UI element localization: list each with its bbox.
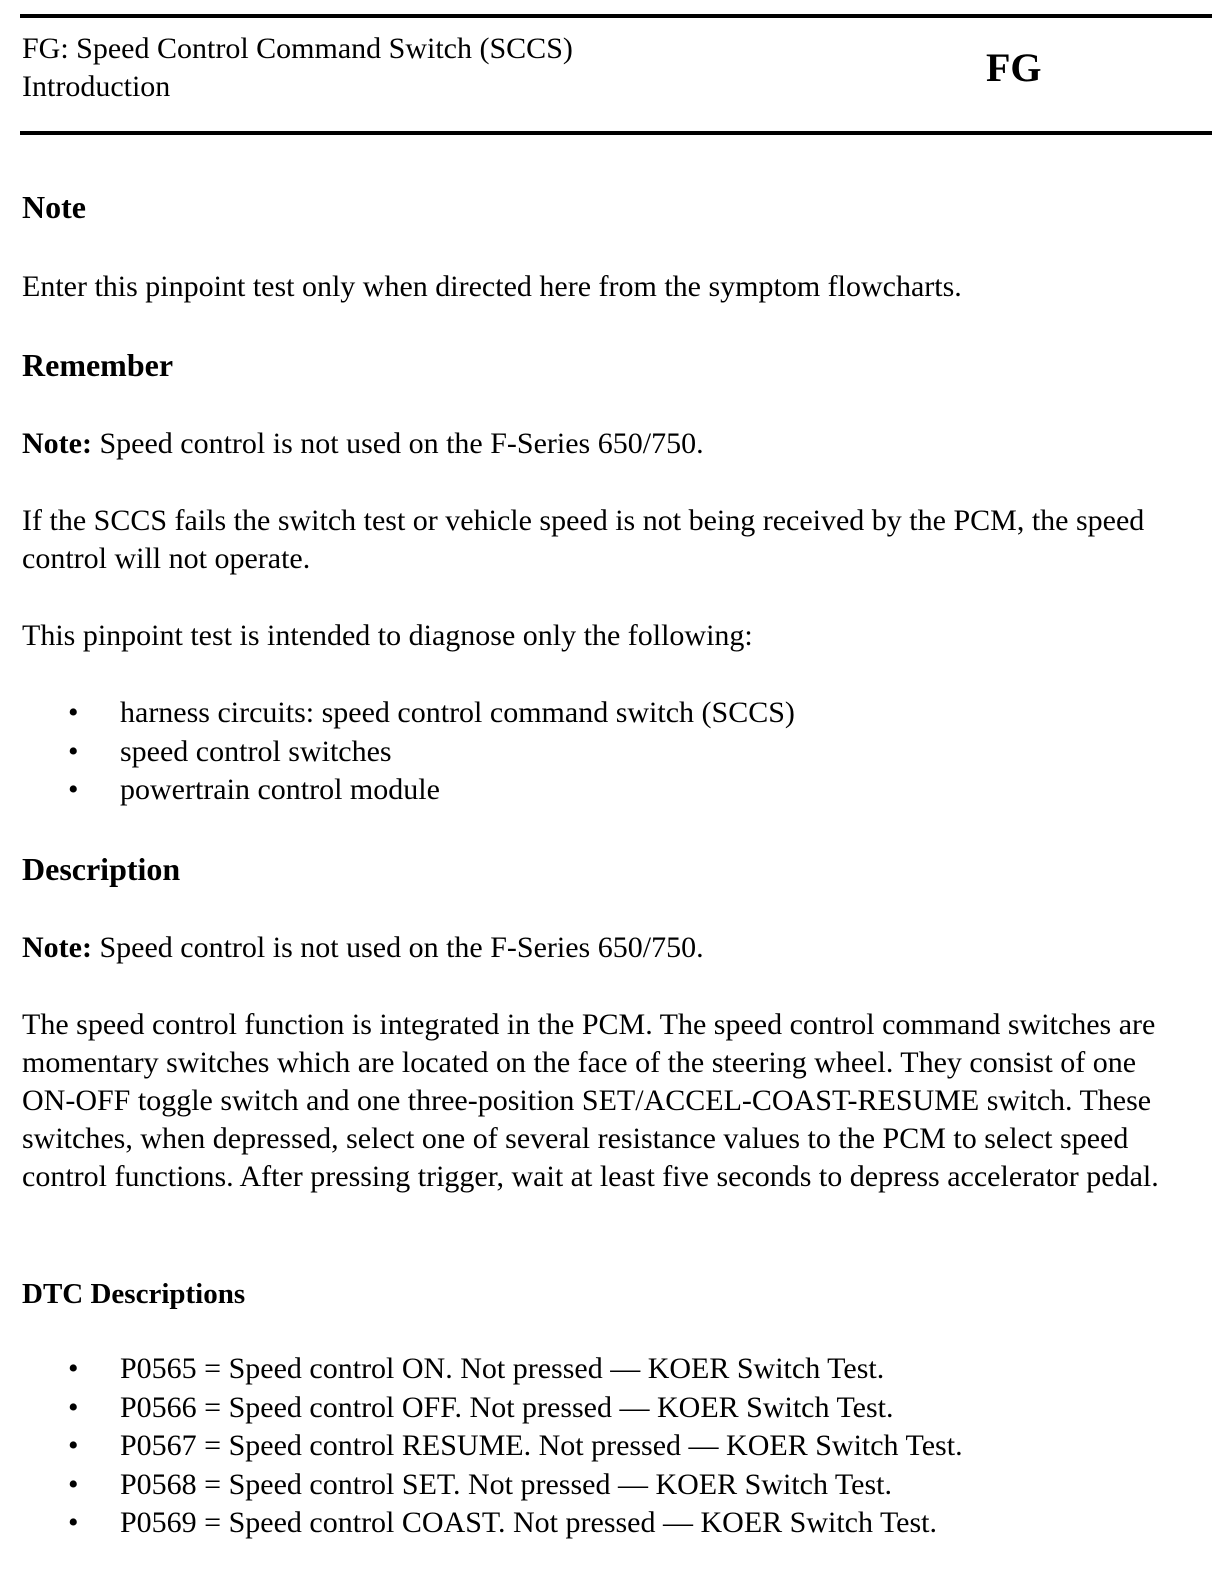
remember-paragraph-1: If the SCCS fails the switch test or vehicle speed is not being received by the PCM, the speed control will not operate.: [22, 504, 1145, 575]
description-paragraph: The speed control function is integrated in the PCM. The speed control command switches are momentary switches which are located on the face of the steering wheel. They consist of one ON-OFF toggle switch and one three-position SET/ACCEL-COAST-RESUME switch. These switches, when depressed, select one of several resistance values to the PCM to select speed control functions. After pressing trigger, wait at least five seconds to depress accelerator pedal.: [22, 1008, 1159, 1193]
header-bottom-rule: [20, 131, 1212, 135]
document-header-title: [22, 30, 573, 106]
dtc-list: [22, 1350, 963, 1543]
list-item: • P0567 = Speed control RESUME. Not pressed — KOER Switch Test.: [22, 1427, 963, 1466]
description-note: [22, 929, 1202, 967]
section-code: FG: [986, 45, 1042, 90]
note-text: Enter this pinpoint test only when directed here from the symptom flowcharts.: [22, 270, 962, 303]
list-item: • powertrain control module: [22, 771, 795, 810]
description-note-text: Speed control is not used on the F-Series 650/750.: [91, 931, 704, 964]
remember-paragraph-2: This pinpoint test is intended to diagnose only the following:: [22, 619, 753, 652]
description-note-label: Note:: [22, 931, 92, 964]
list-item: • P0566 = Speed control OFF. Not pressed — KOER Switch Test.: [22, 1389, 963, 1428]
description-heading: Description: [22, 851, 181, 887]
list-item: • P0565 = Speed control ON. Not pressed — KOER Switch Test.: [22, 1350, 963, 1389]
remember-note: [22, 425, 1202, 463]
remember-list: [22, 694, 795, 810]
remember-note-text: Speed control is not used on the F-Series 650/750.: [91, 427, 704, 460]
dtc-heading: DTC Descriptions: [22, 1278, 246, 1310]
list-item: • harness circuits: speed control command switch (SCCS): [22, 694, 795, 733]
header-top-rule: [20, 14, 1212, 18]
list-item: • speed control switches: [22, 733, 795, 772]
remember-heading: Remember: [22, 347, 174, 383]
header-title-line1: FG: Speed Control Command Switch (SCCS): [22, 32, 573, 65]
note-heading: Note: [22, 189, 86, 225]
list-item: • P0569 = Speed control COAST. Not pressed — KOER Switch Test.: [22, 1504, 963, 1543]
remember-note-label: Note:: [22, 427, 92, 460]
header-title-line2: Introduction: [22, 70, 171, 103]
list-item: • P0568 = Speed control SET. Not pressed — KOER Switch Test.: [22, 1466, 963, 1505]
